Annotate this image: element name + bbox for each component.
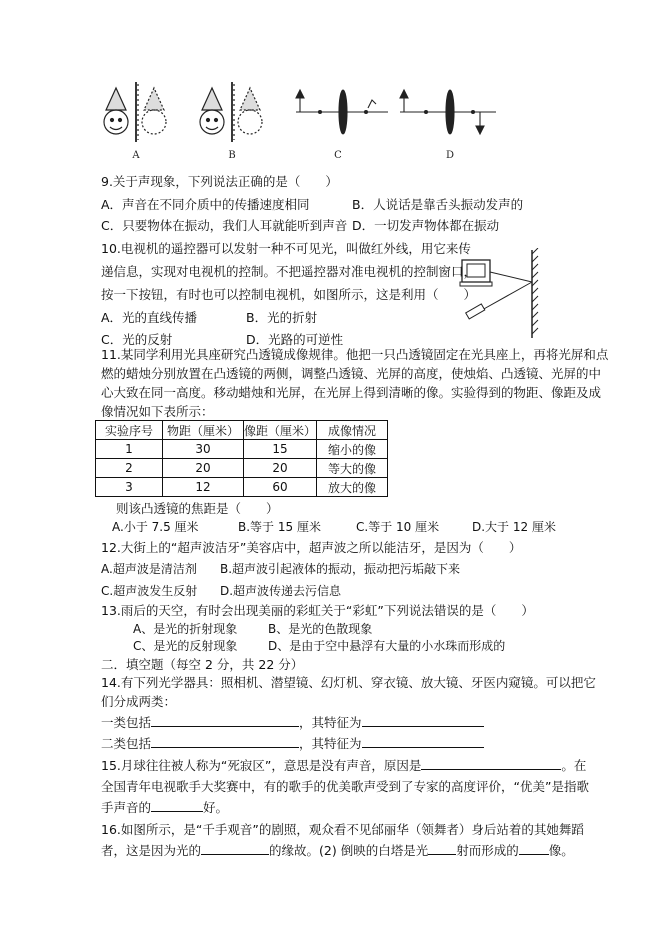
q11-option-a: A.小于 7.5 厘米 [112,520,199,534]
q13-stem: 13.雨后的天空，有时会出现美丽的彩虹关于“彩虹”下列说法错误的是（ ） [101,603,534,618]
figure-label-c: C [334,150,342,161]
q12-option-c: C.超声波发生反射 [101,584,198,598]
q10-line-1: 10.电视机的遥控器可以发射一种不可见光，叫做红外线，用它来传 [101,241,471,256]
table-header: 像距（厘米） [244,421,317,440]
q9-option-d: D．一切发声物体都在振动 [352,218,500,233]
table-cell: 1 [96,440,163,459]
q14-line-2: 们分成两类： [101,694,177,709]
q16-blank-2[interactable] [428,842,456,855]
q10-figure-tv-remote [458,248,570,340]
figure-a-clown-mirror [104,82,166,142]
q14-row2-label: 二类包括 [101,736,152,751]
q10-line-3: 按一下按钮，有时也可以控制电视机，如图所示，这是利用（ ） [101,287,477,302]
q14-blank-2[interactable] [362,714,484,727]
q11-question: 则该凸透镜的焦距是（ ） [116,501,279,516]
table-row [96,459,388,478]
q11-line-3: 心大致在同一高度。移动蜡烛和光屏，在光屏上得到清晰的像。实验得到的物距、像距及成 [101,385,602,400]
table-cell: 30 [163,440,244,459]
q14-blank-1[interactable] [151,714,299,727]
q9-option-c: C．只要物体在振动，我们人耳就能听到声音 [101,218,348,233]
table-header: 实验序号 [96,421,163,440]
q10-option-a: A．光的直线传播 [101,310,198,325]
q12-option-d: D.超声波传递去污信息 [220,584,342,598]
q9-option-b: B．人说话是靠舌头振动发声的 [352,197,524,212]
q12-option-b: B.超声波引起液体的振动，振动把污垢敲下来 [220,562,461,576]
figure-label-b: B [228,150,236,161]
top-figure [98,80,498,162]
q15-line-2: 全国青年电视歌手大奖赛中，有的歌手的优美歌声受到了专家的高度评价，“优美”是指歌 [101,779,589,794]
table-row [96,440,388,459]
q15-line1-b: 。在 [561,758,587,773]
q14-line-1: 14.有下列光学器具：照相机、潜望镜、幻灯机、穿衣镜、放大镜、牙医内窥镜。可以把它 [101,675,596,690]
section-title-fill-in: 二．填空题（每空 2 分，共 22 分） [101,657,304,672]
q16-blank-3[interactable] [519,842,549,855]
q16-line2-c: 射而形成的 [456,843,519,858]
table-cell: 放大的像 [317,478,388,497]
q15-line3-b: 好。 [203,800,229,815]
table-cell: 20 [244,459,317,478]
q9-stem: 9.关于声现象，下列说法正确的是（ ） [101,174,338,189]
q13-option-c: C、是光的反射现象 [133,639,238,653]
figure-label-d: D [445,150,455,161]
q10-line-2: 递信息，实现对电视机的控制。不把遥控器对准电视机的控制窗口， [101,264,477,279]
figure-c-lens [296,90,388,134]
q14-blank-3[interactable] [151,735,299,748]
q15-line-3 [101,798,228,816]
q15-blank-1[interactable] [421,757,561,770]
q16-line-1: 16.如图所示，是“千手观音”的剧照，观众看不见邰丽华（领舞者）身后站着的其她舞蹈 [101,822,584,837]
q14-row2-mid: ，其特征为 [299,736,362,751]
q14-blank-4[interactable] [362,735,484,748]
q15-line1-a: 15.月球往往被人称为“死寂区”，意思是没有声音，原因是 [101,758,422,773]
q15-blank-2[interactable] [151,799,203,812]
q11-line-2: 燃的蜡烛分别放置在凸透镜的两侧，调整凸透镜、光屏的高度，使烛焰、凸透镜、光屏的中 [101,366,602,381]
q16-line2-a: 者，这是因为光的 [101,843,202,858]
figure-d-lens [400,90,496,134]
table-cell: 12 [163,478,244,497]
tv-icon [462,260,490,282]
q14-row1-label: 一类包括 [101,715,152,730]
q12-stem: 12.大街上的“超声波洁牙”美容店中，超声波之所以能洁牙，是因为（ ） [101,540,522,555]
q11-option-d: D.大于 12 厘米 [472,520,556,534]
q12-option-a: A.超声波是清洁剂 [101,562,197,576]
q10-option-c: C．光的反射 [101,332,173,347]
table-cell: 缩小的像 [317,440,388,459]
figure-label-a: A [132,150,140,161]
table-header: 物距（厘米） [163,421,244,440]
q14-row1-mid: ，其特征为 [299,715,362,730]
table-cell: 等大的像 [317,459,388,478]
table-cell: 3 [96,478,163,497]
q16-line-2 [101,841,574,859]
table-row [96,478,388,497]
experiment-table [95,420,388,497]
table-cell: 15 [244,440,317,459]
q11-line-1: 11.某同学利用光具座研究凸透镜成像规律。他把一只凸透镜固定在光具座上，再将光屏和点 [101,347,609,362]
table-header: 成像情况 [317,421,388,440]
q15-line-1 [101,756,586,774]
q16-blank-1[interactable] [201,842,269,855]
q16-line2-b: 的缘故。(2) 倒映的白塔是光 [269,843,429,858]
table-header-row [96,421,388,440]
q10-option-b: B．光的折射 [246,310,318,325]
q14-row-2 [101,734,484,752]
q11-line-4: 像情况如下表所示： [101,404,214,419]
remote-control-icon [466,304,485,319]
q13-option-b: B、是光的色散现象 [268,622,373,636]
table-cell: 20 [163,459,244,478]
figure-b-clown-mirror [200,82,262,142]
q15-line3-a: 手声音的 [101,800,152,815]
q11-option-c: C.等于 10 厘米 [356,520,440,534]
table-cell: 60 [244,478,317,497]
q13-option-a: A、是光的折射现象 [133,622,238,636]
q10-option-d: D．光路的可逆性 [246,332,344,347]
q13-option-d: D、是由于空中悬浮有大量的小水珠而形成的 [268,639,506,653]
q14-row-1 [101,713,484,731]
q11-option-b: B.等于 15 厘米 [238,520,321,534]
q16-line2-d: 像。 [548,843,574,858]
q9-option-a: A．声音在不同介质中的传播速度相同 [101,197,310,212]
table-cell: 2 [96,459,163,478]
